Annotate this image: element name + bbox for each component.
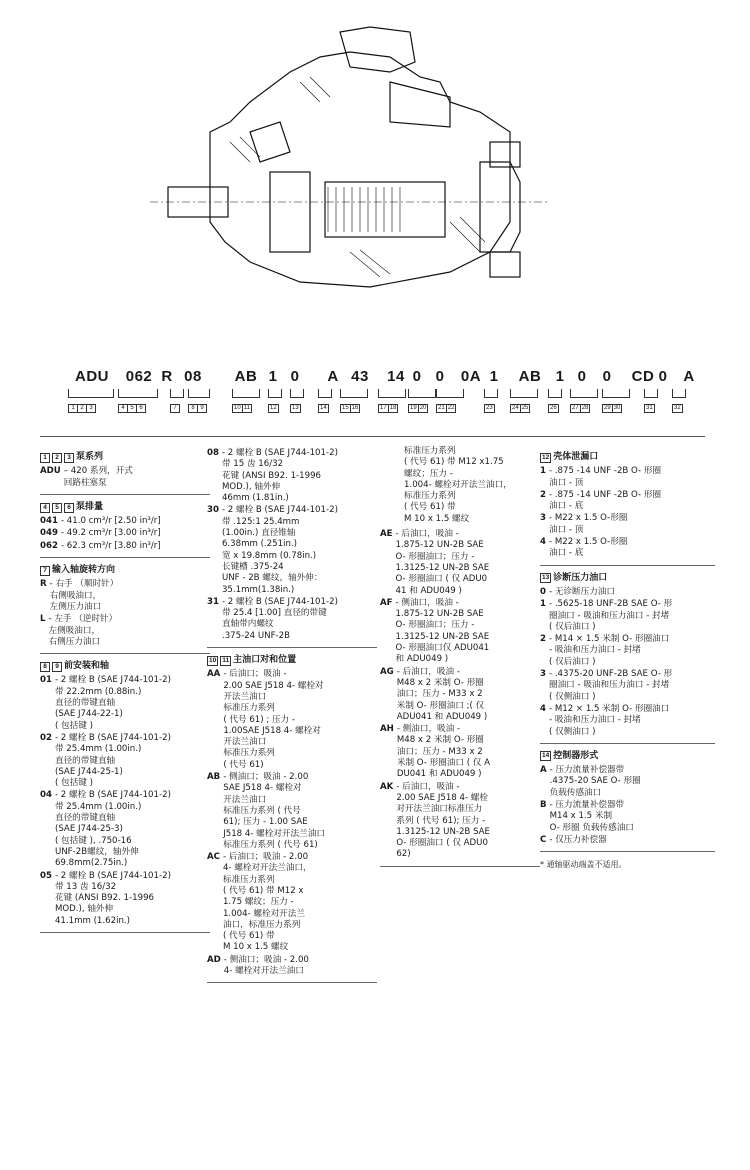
- option-description: - 2 螺栓 B (SAE J744-101-2) 带 13 齿 16/32 花键 (ANSI B92. 1-1996 MOD.), 轴外伸 41.1mm (1.62in.): [54, 870, 171, 926]
- option-code: 04: [40, 790, 52, 801]
- option-code: 05: [40, 870, 52, 881]
- option-item: [380, 529, 540, 597]
- option-item: [540, 835, 715, 846]
- section-divider: [40, 494, 210, 495]
- section-title-text: 主油口对和位置: [233, 655, 297, 666]
- option-description: - 压力流量补偿器带 .4375-20 SAE O- 形圈 负载传感油口: [549, 765, 641, 798]
- option-description: - 49.2 cm³/r [3.00 in³/r]: [60, 528, 161, 539]
- code-bracket: [290, 389, 304, 398]
- position-number-box: 32: [674, 405, 681, 411]
- section-divider: [207, 982, 377, 983]
- option-item: [540, 765, 715, 799]
- position-number-box: 20: [419, 405, 427, 411]
- code-position-numbers: [378, 404, 397, 413]
- code-bracket: [68, 389, 114, 398]
- column-4: [540, 452, 715, 871]
- code-position-numbers: [644, 404, 654, 413]
- position-number-box: 15: [342, 405, 349, 411]
- option-item: [207, 448, 377, 504]
- option-code: 30: [207, 505, 219, 516]
- section-diagnostic-port: [540, 573, 715, 744]
- option-code: 049: [40, 528, 58, 539]
- position-number-box: 25: [521, 405, 529, 411]
- position-number-box: 2: [52, 453, 62, 463]
- section-title: [540, 751, 715, 762]
- code-position-numbers: [484, 404, 494, 413]
- position-number-box: 3: [64, 453, 74, 463]
- option-code: AA: [207, 669, 221, 680]
- code-position-numbers: [318, 404, 328, 413]
- position-number-box: 17: [380, 405, 387, 411]
- section-title: [540, 573, 715, 584]
- code-position-numbers: [188, 404, 206, 413]
- position-number-box: 3: [86, 404, 96, 413]
- option-code: A: [540, 765, 547, 776]
- code-segment: AB: [518, 368, 542, 385]
- position-number-box: 9: [197, 404, 207, 413]
- option-description: - 仅压力补偿器: [549, 834, 607, 845]
- position-number-box: 4: [40, 503, 50, 513]
- option-code: L: [40, 614, 46, 625]
- code-segment: 1: [268, 368, 278, 385]
- section-title-text: 泵排量: [76, 501, 104, 512]
- option-description: - 侧油口；吸油 - 2.00 SAE J518 4- 螺栓对 开法兰油口 标准压力系列 ( 代号 61); 压力 - 1.00 SAE J518 4- 螺栓对开法兰油口 标准压力系列 ( 代号 61): [223, 772, 325, 850]
- option-description: - 侧油口，吸油 - 1.875-12 UN-2B SAE O- 形圈油口；压力 - 1.3125-12 UN-2B SAE O- 形圈油口仅 ADU041 和 ADU049 ): [395, 597, 490, 665]
- option-code: AF: [380, 597, 393, 608]
- position-number-box: 12: [542, 453, 550, 461]
- option-item: [40, 614, 210, 648]
- code-segment: 43: [351, 368, 369, 385]
- option-description: - 后油口，吸油 - M48 x 2 米制 O- 形圈 油口；压力 - M33 x 2 米制 O- 形圈油口 ;( 仅 ADU041 和 ADU049 ): [396, 666, 488, 722]
- option-description: - 后油口，吸油 - 2.00 SAE J518 4- 螺栓 对开法兰油口标准压力 系列 ( 代号 61); 压力 - 1.3125-12 UN-2B SAE O- 形圈油口 ( 仅 ADU0 62): [396, 781, 490, 860]
- position-number-box: 24: [512, 405, 519, 411]
- section-divider: [40, 557, 210, 558]
- option-code: AK: [380, 781, 394, 792]
- option-item: [40, 790, 210, 869]
- code-position-numbers: [672, 404, 682, 413]
- option-description: - 41.0 cm³/r [2.50 in³/r]: [60, 516, 161, 527]
- code-segment: 0: [577, 368, 587, 385]
- option-item: [207, 852, 377, 954]
- option-item: [540, 537, 715, 560]
- option-item: [380, 782, 540, 861]
- position-number-box: 19: [410, 405, 417, 411]
- position-number-box: 6: [64, 503, 74, 513]
- section-displacement: [40, 502, 210, 558]
- option-code: ADU: [40, 466, 61, 477]
- option-code: 3: [540, 513, 546, 524]
- code-bracket: [672, 389, 686, 398]
- option-code: 062: [40, 540, 58, 551]
- position-number-box: 13: [542, 574, 550, 582]
- option-description: - 无诊断压力油口: [548, 586, 615, 597]
- position-number-box: 14: [542, 752, 550, 760]
- option-item: [540, 587, 715, 598]
- option-description: - 2 螺栓 B (SAE J744-101-2) 带 22.2mm (0.88in.) 直径的带键直轴 (SAE J744-22-1) ( 包括键 ): [54, 675, 171, 731]
- option-item: [207, 772, 377, 851]
- section-title-text: 壳体泄漏口: [553, 452, 599, 462]
- option-item: [40, 466, 210, 489]
- option-description: - .4375-20 UNF-2B SAE O- 形 圈油口 - 吸油和压力油口 - 封堵 ( 仅侧油口 ): [548, 669, 673, 702]
- option-code: B: [540, 800, 547, 811]
- position-number-box: 9: [52, 662, 62, 672]
- option-code: 4: [540, 537, 546, 548]
- option-code: 2: [540, 489, 546, 500]
- code-position-numbers: [118, 404, 145, 413]
- section-title: [207, 655, 377, 666]
- code-segment: 062: [125, 368, 153, 385]
- section-title-text: 泵系列: [76, 452, 104, 462]
- code-bracket: [232, 389, 260, 398]
- option-code: 2: [540, 634, 546, 645]
- code-segment: CD: [631, 368, 655, 385]
- footnote: * 通轴驱动端盖不适用。: [540, 860, 627, 870]
- option-item: [380, 667, 540, 723]
- option-item: [540, 513, 715, 536]
- option-item: [40, 733, 210, 789]
- option-description: - 侧油口，吸油 - M48 x 2 米制 O- 形圈 油口；压力 - M33 x 2 米制 O- 形圈油口 ( 仅 A DU041 和 ADU049 ): [396, 724, 490, 780]
- section-pump-series: [40, 452, 210, 495]
- option-code: 08: [207, 448, 219, 458]
- position-number-box: 8: [188, 404, 198, 413]
- position-number-box: 8: [40, 662, 50, 672]
- continued-text: 标准压力系列 ( 代号 61) 带 M12 x1.75 螺纹；压力 - 1.004- 螺栓对开法兰油口， 标准压力系列 ( 代号 61) 带 M 10 x 1.5 螺纹: [404, 446, 512, 524]
- column-3: [380, 446, 540, 874]
- option-item: [540, 669, 715, 703]
- section-title-text: 控制器形式: [553, 750, 599, 761]
- option-item: [540, 466, 715, 489]
- section-title-text: 输入轴旋转方向: [52, 565, 116, 576]
- option-item: [40, 516, 210, 527]
- section-rotation: [40, 565, 210, 654]
- option-code: AH: [380, 724, 394, 735]
- section-title: [40, 565, 210, 576]
- code-bracket: [436, 389, 464, 398]
- code-bracket: [170, 389, 184, 398]
- option-description: - 侧油口；吸油 - 2.00 4- 螺栓对开法兰油口: [223, 954, 309, 977]
- section-divider: [40, 932, 210, 933]
- option-item: [380, 724, 540, 780]
- option-item: [540, 599, 715, 633]
- position-number-box: 6: [136, 404, 146, 413]
- section-title-text: 前安装和轴: [64, 661, 110, 672]
- section-divider: [540, 743, 715, 744]
- option-item: [207, 597, 377, 642]
- option-description: - 2 螺栓 B (SAE J744-101-2) 带 15 齿 16/32 花键 (ANSI B92. 1-1996 MOD.), 轴外伸 46mm (1.81in.): [221, 448, 338, 504]
- section-main-ports-cont: [380, 446, 540, 867]
- option-description: - 左手 （逆时针） 左侧吸油口， 右侧压力油口: [48, 614, 118, 647]
- code-bracket: [118, 389, 158, 398]
- code-segment: 0A: [460, 368, 482, 385]
- position-number-box: 13: [292, 405, 299, 411]
- option-code: AD: [207, 954, 221, 965]
- code-position-numbers: [436, 404, 455, 413]
- code-position-numbers: [170, 404, 179, 413]
- option-description: - M12 × 1.5 米制 O- 形圈油口 - 吸油和压力油口 - 封堵 ( 仅侧油口 ): [548, 703, 670, 737]
- code-position-numbers: [602, 404, 621, 413]
- option-item: [40, 675, 210, 731]
- option-code: 0: [540, 586, 546, 597]
- code-bracket: [188, 389, 210, 398]
- option-item: [540, 490, 715, 513]
- option-code: AE: [380, 529, 393, 540]
- option-code: 1: [540, 466, 546, 477]
- code-position-numbers: [340, 404, 359, 413]
- option-item: [207, 505, 377, 595]
- section-divider: [540, 851, 715, 852]
- position-number-box: 29: [604, 405, 611, 411]
- position-number-box: 21: [438, 405, 445, 411]
- option-item: [40, 541, 210, 552]
- position-number-box: 7: [40, 566, 50, 576]
- position-number-box: 2: [77, 404, 87, 413]
- code-bracket: [484, 389, 498, 398]
- option-item: [540, 800, 715, 834]
- option-code: 4: [540, 703, 546, 714]
- option-code: C: [540, 834, 547, 845]
- option-description: - 62.3 cm³/r [3.80 in³/r]: [60, 540, 161, 551]
- section-mounting-shaft-cont: [207, 448, 377, 648]
- option-code: AG: [380, 666, 394, 677]
- section-title-text: 诊断压力油口: [553, 572, 608, 583]
- position-number-box: 11: [243, 405, 250, 411]
- option-item: [540, 704, 715, 738]
- code-segment: 14: [387, 368, 405, 385]
- code-segment: R: [161, 368, 173, 385]
- position-number-box: 5: [127, 404, 137, 413]
- section-main-ports: [207, 655, 377, 983]
- code-bracket: [268, 389, 282, 398]
- position-number-box: 1: [40, 453, 50, 463]
- position-number-box: 1: [68, 404, 78, 413]
- code-segment: A: [683, 368, 695, 385]
- code-bracket: [548, 389, 562, 398]
- option-description: - 2 螺栓 B (SAE J744-101-2) 带 25.4 [1.00] 直径的带键 直轴带内螺纹 .375-24 UNF-2B: [221, 596, 338, 641]
- position-number-box: 30: [613, 405, 621, 411]
- code-position-numbers: [548, 404, 558, 413]
- option-description: - 2 螺栓 B (SAE J744-101-2) 带 25.4mm (1.00in.) 直径的带键直轴 (SAE J744-25-3) ( 包括键 ), .750-16 UNF-2B螺纹，轴外伸 69.8mm(2.75in.): [54, 790, 171, 869]
- option-code: 1: [540, 599, 546, 610]
- code-bracket: [340, 389, 368, 398]
- section-mounting-shaft: [40, 661, 210, 933]
- section-title: [540, 452, 715, 463]
- pump-cross-section-drawing: [150, 22, 570, 322]
- option-code: 31: [207, 596, 219, 607]
- option-item: [540, 634, 715, 668]
- code-position-numbers: [68, 404, 95, 413]
- code-segment: 0: [290, 368, 300, 385]
- option-item: [380, 598, 540, 666]
- option-code: 3: [540, 669, 546, 680]
- column-1: [40, 452, 210, 940]
- position-number-box: 31: [646, 405, 653, 411]
- code-segment: AB: [234, 368, 258, 385]
- option-item: [40, 528, 210, 539]
- option-item: [207, 669, 377, 771]
- code-segment: A: [327, 368, 339, 385]
- option-description: - 2 螺栓 B (SAE J744-101-2) 带 .125:1 25.4mm (1.00in.) 直径锥轴 6.38mm (.251in.) 宽 x 19.8mm (0.78in.) 长键槽 .375-24 UNF - 2B 螺纹，轴外伸： 35.1mm(1.38in.): [221, 505, 338, 595]
- option-description: - 后油口，吸油 - 1.875-12 UN-2B SAE O- 形圈油口；压力 - 1.3125-12 UN-2B SAE O- 形圈油口 ( 仅 ADU0 41 和 ADU049 ): [395, 529, 490, 596]
- option-description: - M22 x 1.5 O-形圈 油口 - 顶: [548, 513, 628, 535]
- column-2: [207, 448, 377, 990]
- position-number-box: 16: [351, 405, 359, 411]
- code-bracket: [408, 389, 436, 398]
- option-code: AB: [207, 772, 221, 783]
- option-description: - M14 × 1.5 米制 O- 形圈油口 - 吸油和压力油口 - 封堵 ( 仅后油口 ): [548, 634, 670, 667]
- section-title: [40, 502, 210, 513]
- option-code: AC: [207, 852, 220, 863]
- divider: [40, 436, 705, 437]
- position-number-box: 27: [572, 405, 579, 411]
- code-bracket: [510, 389, 538, 398]
- option-item: [40, 579, 210, 613]
- code-segment: 0: [412, 368, 422, 385]
- option-code: R: [40, 579, 47, 590]
- code-segment: 0: [435, 368, 445, 385]
- position-number-box: 4: [118, 404, 128, 413]
- position-number-box: 28: [581, 405, 589, 411]
- code-bracket: [318, 389, 332, 398]
- section-control-type: [540, 751, 715, 852]
- position-number-box: 12: [270, 405, 277, 411]
- code-segment: 1: [489, 368, 499, 385]
- section-divider: [207, 647, 377, 648]
- position-number-box: 26: [550, 405, 557, 411]
- position-number-box: 23: [486, 405, 493, 411]
- section-title: [40, 661, 210, 672]
- section-title: [40, 452, 210, 463]
- code-position-numbers: [268, 404, 278, 413]
- section-case-drain: [540, 452, 715, 566]
- option-code: 041: [40, 516, 58, 527]
- option-code: 02: [40, 732, 52, 743]
- position-number-box: 22: [447, 405, 455, 411]
- option-description: - 后油口；吸油 - 2.00 4- 螺栓对开法兰油口， 标准压力系列 ( 代号 61) 带 M12 x 1.75 螺纹；压力 - 1.004- 螺栓对开法兰 油口，标准压力系列 ( 代号 61) 带 M 10 x 1.5 螺纹: [222, 852, 312, 953]
- option-description: - 后油口；吸油 - 2.00 SAE J518 4- 螺栓对 开法兰油口 标准压力系列 ( 代号 61) ; 压力 - 1.00SAE J518 4- 螺栓对 开法兰油口 标准压力系列 ( 代号 61): [223, 669, 324, 770]
- code-segment: 1: [555, 368, 565, 385]
- option-description: – 420 系列，开式 回路柱塞泵: [63, 466, 133, 488]
- position-number-box: 11: [222, 656, 230, 664]
- option-description: - .875 -14 UNF -2B O- 形圈 油口 - 底: [548, 489, 662, 512]
- option-description: - 压力流量补偿器带 M14 x 1.5 米制 O- 形圈 负载传感油口: [549, 800, 634, 833]
- code-bracket: [570, 389, 598, 398]
- code-bracket: [378, 389, 406, 398]
- option-description: - .875 -14 UNF -2B O- 形圈 油口 - 顶: [548, 466, 662, 488]
- code-segment: 08: [184, 368, 202, 385]
- code-position-numbers: [570, 404, 589, 413]
- option-description: - M22 x 1.5 O-形圈 油口 - 底: [548, 537, 628, 559]
- code-segment: ADU: [75, 368, 109, 385]
- option-code: 01: [40, 675, 52, 686]
- code-position-numbers: [408, 404, 427, 413]
- position-number-box: 18: [389, 405, 397, 411]
- option-description: - 右手 （顺时针） 右侧吸油口， 左侧压力油口: [49, 579, 119, 612]
- section-divider: [40, 653, 210, 654]
- option-item: [40, 871, 210, 927]
- position-number-box: 7: [170, 404, 180, 413]
- position-number-box: 14: [320, 405, 327, 411]
- code-position-numbers: [290, 404, 300, 413]
- position-number-box: 10: [209, 656, 217, 664]
- option-item: [207, 955, 377, 978]
- section-divider: [380, 866, 540, 867]
- code-bracket: [644, 389, 658, 398]
- option-description: - .5625-18 UNF-2B SAE O- 形 圈油口 - 吸油和压力油口 - 封堵 ( 仅后油口 ): [548, 599, 673, 632]
- position-number-box: 5: [52, 503, 62, 513]
- code-segment: 0: [658, 368, 668, 385]
- code-segment: 0: [602, 368, 612, 385]
- option-description: - 2 螺栓 B (SAE J744-101-2) 带 25.4mm (1.00in.) 直径的带键直轴 (SAE J744-25-1) ( 包括键 ): [54, 732, 171, 789]
- code-position-numbers: [232, 404, 251, 413]
- code-position-numbers: [510, 404, 529, 413]
- model-code: [40, 368, 720, 438]
- position-number-box: 10: [234, 405, 241, 411]
- code-bracket: [602, 389, 630, 398]
- section-divider: [540, 565, 715, 566]
